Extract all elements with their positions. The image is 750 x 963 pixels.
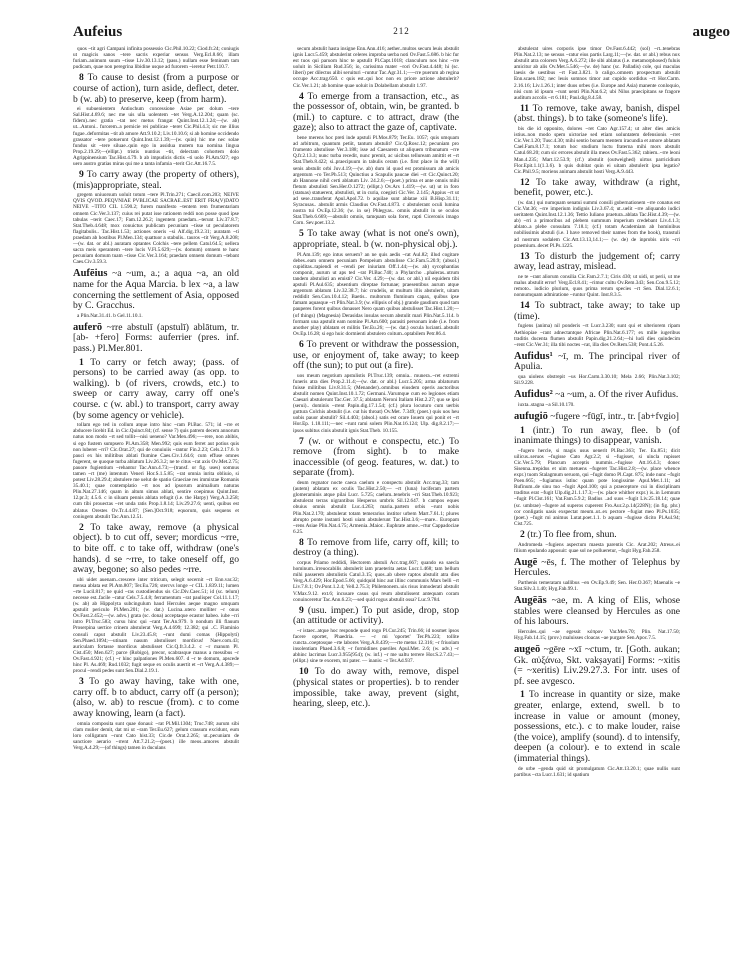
citation-block: a Plin.Nat.31.41. b Gel.11.10.1.: [77, 312, 143, 319]
sense-definition: 2 (tr.) To flee from, shun.: [520, 528, 617, 540]
citation-block: abstulerat uires corporis ipse timor Ov.Fast.6.442; (sol) ~rt..tenebras Plin.Nat.2.13; ne sensus ~ratur eius partis Larg.11;—(w. dat. or abl.) rebus nox abstulit atra colorem Verg.A.6.272; ille sibi ablatus (i.e. metamorphosed) fuluis amicitur ab alis Ov.Met.5.546;—(w. de) hanc (sc. Palladis) cole, qui maculas laesis de uestibus ~rt Fast.3.821. b caligo..omnem prospectum abstulit Enn.scaen.182; nec leuis somnos timor aut cupido sordidus ~rt Hor.Carm. 2.16.16; Liv.1.26.1; inter duos orbes (i.e. Europe and Asia) manente conloquio, nisi cum id ipsum ~runt uenti Plin.Nat.6.2; ubi Nilus praecipitans se fragore auditum accolis ~rt 6.181; Paul.dig.8.4.58.: [514, 46, 680, 101]
headword: Aufēius: [73, 268, 108, 280]
sense-definition: 12 To take away, withdraw (a right, benefit, power, etc.).: [514, 176, 680, 199]
sense-definition: 9 (usu. imper.) To put aside, drop, stop (an attitude or activity).: [293, 604, 459, 627]
entry-text: ~ēs, f. The mother of Telephus by Hercules.: [514, 556, 680, 579]
citation-block: omnia composita sunt quae donaui: ~rat Pl.Mil.1304; Truc.748; aurum sibi clam mulier demit, dat mi ut ~ram Ter.Eu.627; gelum crassum excidunt, eum loro colligatum ~runt Cato hist.33; Cic.de Orat.2.265; ut..pecuniam de sanctiore aerario ~rrent Att.7.21.2;—(poet.) ille meos..amores abstulit Verg.A.4.29;—(of things) tamen in duculans: [73, 720, 239, 751]
sense-definition: 10 To do away with, remove, dispel (physical states or properties). b to render impossible, take away, prevent (sight, hearing, sleep, etc.).: [293, 666, 459, 710]
citation-block: uos meum negotium apstulistis Pl.Truc.139; omnia.. munera..~ret extremi funeris atra dies Prop.2.11.4;—(w. dat. or abl.) Lucr.5.205; arma ablaturum fuisse militibus Liv.8.31.5; (Menander)..omnibus eiusdem operis auctoribus abstulit nomen Quint.Inst.10.1.72; Germani..Varumque cum eo legiones etiam Caesari abstulerunt Tac.Ger. 37.5; ablatam Neroni Italiam Hist.2.27; quo se ipsi (serui).. dominis ~rrent Papin.dig.17.1.54; (cf.) plura locuturo cum uerbis guttura Colchis abstulit (i.e. cut his throat) Ov.Met. 7.349; (poet.) quis uos heu uobis pauor abstulit? Sil.4.403; (absol.) satis est orare Iouem qui ponit et ~rt Hor.Ep. 1.18.111;—nec ~runt rami solem Plin.Nat.16.124; Ulp. dig.8.2.17;—ipsos subitus cinis abstulit ignis Stat.Theb. 10.155.: [293, 372, 459, 434]
entry-text: ~fugere ~fūgī, intr., tr. [ab+fvgio]: [547, 410, 679, 422]
citation-block: de urbe ~genda quid sit promulgatum Cic.Att.13.20.1; quae nullis sunt partibus ~cta Lucr.1.631; id spatium: [514, 765, 680, 778]
entry-text: ~rre abstulī (apstulī) ablātum, tr. [ab- +fero] Forms: auferrier (pres. inf. pass.) Pl.Mer.801.: [73, 321, 239, 355]
headword: aufugiō: [514, 410, 548, 422]
citation-block: deum regnator nocte caeca caelum e conspectu abstulit Acc.trag.33; tam (autem) ablatam ex oculis Tac.Hist.2.50;— ~rt (luna) luciferam partem glomeraminis atque pilai Lucr. 5.725; caelum..tenebris ~rri Stat.Theb.10.923; abstulerat terras nigrantibus Hesperus umbris Sil.12.647. b campos eques obuius omnis abstulit Luc.4.263; maria..partem orbis ~runt nobis Plin.Nat.2.170; abstulerat totam temerarius institor urbem Mart.7.61.1; plures abrupto ponte instanti hosti uiam abstulerunt Tac.Hist.3.6;—mare.. Europam ~rens Asiae Plin.Nat.4.75; Armenia..Maior.. Euphrate amne..~rtur Cappadociae 6.25.: [293, 480, 459, 535]
dictionary-entry: [514, 412, 680, 423]
sense-definition: 1 To carry or fetch away; (pass. of persons) to be carried away (as opp. to walking). b (of rivers, crowds, etc.) to sweep or carry away, carry off one's course. c (w. abl.) to transport, carry away (by some agency or vehicle).: [73, 356, 239, 421]
column-right: [514, 46, 680, 780]
column-left: [73, 46, 239, 753]
citation-block: fugiens (anima) nil ponderis ~rt Lucr.3.230; sunt qui et ulteriorem ripam Aethiopiae ~rant adnectantque Africae Plin.Nat.6.177; ex mille iugeribus traditis ducenta flumen abstulit Papin.dig.21.2.64;—hi ludi dies quindecim ~rent Cic.Ver.31; illa tibi noctes ~rat, illa dies Ov.Rem.538; Pont.4.5.26.: [514, 323, 680, 348]
sense-number: 1: [520, 689, 529, 701]
headword: Augēās: [514, 595, 547, 607]
citation-block: Hercules..qui ~ae egessit κόπρον Var.Men.70; Plin. Nat.17.50; Hyg.Fab.14.15; (prov.) maluisses cloacas ~ae purgare Sen.Apoc.7.5.: [514, 628, 680, 641]
citation-block: bis die id opponito, dolores ~ret Cato Agr.157.4; ut alter dies amicis istius..non modo spem uictoriae sed etiam uoluntatem defensionis ~rret Cic.Ver.1.20; Tusc.4.30; mihi sentio bonam mentem iracundia et amore ablatam Cael.Fam.8.17.1; totum hoc studium luctu fraterna mihi mors abstulit Catul.68.20; cum sic errores abstulit illa meos Ov.Fast.5.362; rabiem..~rre leoni Man.4.235; Mart.12.53.9; (cf.) abstulit (outweighed) uirtus parricidium Flor.Epit.1.1(1.3.6). b quis dubitat quin ei uitam abstulerit ipsa legatio? Cic.Phil.9.5; moriens animam abstulit hosti Verg.A.9.443.: [514, 126, 680, 175]
citation-block: qua uiolens obstrepit ~us Hor.Carm.3.30.10; Mela 2.66; Plin.Nat.3.102; Sil.9.228.: [514, 374, 680, 387]
sense-number: 9: [79, 169, 87, 181]
left-guide-word: Aufeius: [73, 24, 123, 40]
citation-block: secum abstulit hasta insigne Enn.Ann.416; aether..multos secum leuis abstulit ignis Lucr.5.459; abstulerint celeres improba uerba noti Ov.Fast.5.686. b hic fur est tuos qui paruom hinc te apstulit Pl.Capt.1018; clanculum nos hinc ~rre uoluit in Siciliam Rud.356; io, carissima mater ~rori Ov.Fast.4.448; hi (sc. liberi) per dilectus alibi seruituri ~runtur Tac.Agr.31.1;—~rre puerum ab regina occupe Acc.trag.650. c quis est..qui hoc non ex priore actione abstulerit? Cic.Ver.1.21; ab homine quae uoluit in Dolabellam abstulit 1.97.: [293, 46, 459, 89]
headword: Aufidus¹: [514, 350, 553, 362]
citation-block: Andromeda ~fugiens aspectum maesta parentis Cic. Arat.202; Atreus..ei filium epulando apposuit: quae sol ne pollueretur, ~fugit Hyg.Fab.258.: [514, 541, 680, 554]
sense-number: 9: [299, 604, 308, 616]
dictionary-entry: [514, 596, 680, 628]
sense-number: 2: [79, 521, 91, 533]
sense-definition: 5 To take away (what is not one's own), appropriate, steal. b (w. non-physical obj.).: [293, 228, 459, 251]
citation-block: (w. dat.) qui numquam senatui summi consili gubernationem ~rre conatus est Cic.Vat.36; ~rre imperium indignis Liv.3.67.4; ut..uelit ~rre aliquando iudici ueritatem Quint.Inst.12.1.36; Tettio Iuliano praetura..ablata Tac.Hist.4.39;—(w. ab) ~rri a primoribus ad plebem summum imperium credebant Liv.4.1.3; ablato..a plebe consulatu 7.18.1; (cf.) totam Academiam ab hominibus nobilissimis abstuli (i.e. I have removed their names from the book), transtuli ad nostrum sodalem Cic.Att.13.13,14.1;— (w. de) de inprobis uiris ~rri praemium..decet Pl.Ps.1225.: [514, 199, 680, 249]
sense-definition: 14 To subtract, take away; to take up (time).: [514, 300, 680, 322]
dictionary-entry: [73, 323, 239, 355]
sense-number: 6: [299, 338, 307, 350]
sense-definition: 1 (intr.) To run away, flee. b (of inanimate things) to disappear, vanish.: [514, 424, 680, 447]
headword: augeō: [514, 644, 541, 656]
entry-text: ~ae, m. A king of Elis, whose stables were cleansed by Hercules as one of his labours.: [514, 595, 680, 628]
sense-number: 7: [299, 435, 309, 447]
headword: Augē: [514, 556, 538, 568]
sense-definition: 6 To prevent or withdraw the possession, use, or enjoyment of, take away; to keep off (the sun); to put out (a fire).: [293, 338, 459, 372]
sense-definition: 8 To remove from life, carry off, kill; to destroy (a thing).: [293, 536, 459, 559]
sense-number: 1: [520, 424, 533, 436]
right-guide-word: augeo: [692, 24, 730, 40]
entry-text: ~gēre ~xī ~ctum, tr. [Goth. aukan; Gk. αὐξάνω, Skt. vakṣayati] Forms: ~xitis (= ~xeritis) Liv.29.27.3. For intr. uses of pf. see avgesco.: [514, 644, 680, 687]
sense-number: 8: [299, 536, 308, 548]
entry-text: ~a ~um, a.; a aqua ~a, an old name for the Aqua Marcia. b lex ~a, a law concerning the settlement of Asia, opposed by C. Gracchus.: [73, 268, 239, 312]
dictionary-entry: [514, 352, 680, 373]
citation-block: ~fugero hercle, si magis usus uenerit Pl.Bac.363; Ter. Eu.851; dicit uilicus..seruos ~fugisse Cato Agr.2.2; si ~fugisset, si uincla rupisset Cic.Ver.5.79; Plancum acceptis nummis..~fugisse Att.16.4.3; donec Sisenna..trepidus et uim metuens ~fugeret Tac.Hist.2.8;—(w. place whence expr.) tuom Stalagmum seruom, qui ~fugit domo Pl.Capt. 875; inde nunc ~fugit Poen.665; ~fugiamus istinc quam pote longissime Apul.Met.1.11; ad Rufinum..de sinu tuo ~fugit Apol.100; qui a praeceptore cui in disciplinam traditus erat ~fugit Ulp.dig.21.1.17.3;—(w. place whither expr.) is..in Lemnum ~fugit Pl.Cist.161; Vat.Fam.5.9.2; Badius ..ad suos ~fugit Liv.25.18.14; quae (sc. umbrae) ~fugere ad superos cuperent Fro.Aur.2.p.14(228N); (in fig. phr.) cor conligatis uasis exspectat meum..ut..ex pectore ~fugiat meo Pl.Ps.1035; (poet.) ~fugit mi animus Lutat.poet.1.1. b aquam ~fugisse dicito Pl.Aul.94; Cist.725.: [514, 447, 680, 527]
sense-definition: 1 To increase in quantity or size, make greater, enlarge, extend, swell. b to increase in value or amount (money, possessions, etc.). c to make louder, raise (the voice), amplify (sound). d to intensify, deepen (a colour). e to extend in scale (immaterial things).: [514, 689, 680, 764]
citation-block: corpus Priamo reddidi, Hectorem abstuli Acc.trag.667; quando ea saecla hominum..irreuocabilis abstulerit iam praeterita aetas Lucr.1.468; tam bellum mihi passerem abstulistis Catul.3.15; quos..ab ubere raptos abstulit atra dies Verg.A.6.429; Hor.Epod.5.66; quidquid hinc aut illinc communis Mars belli ~rt Liv.7.8.1; Ov.Pont.1.2.4; Vell.2.75.3; Philemonem..uis risus inmoderati abstulit V.Max.9.12. ext.6; incusare casus qui reum abstulissent antequam coram conuinceretur Tac.Ann.6.23;—sed quid rogus abstulit ossa? Luc.9.784.: [293, 560, 459, 603]
sense-number: 12: [520, 176, 536, 188]
citation-block: bene merens hoc preti inde apstuli Pl.Mos.879; Ter.Eu. 1057; quis umquam ad arbitrum, quantum petiit, tantum abstulit? Cic.Q.Rosc.12; pecuniam pro frumento abstulisse Ver.3.188; isse ad Caesarem ut aliquem tribunatum ~rre Q.fr.2.13.3; nunc turba recedit, nunc premit, ac uicibus telluream amittit et ~rt Stat.Theb.8.422; si..praecipuum in tabulis ceram (i.e. first place in the will) senis abstulit orbi Juv.4.19;—(w. ab) dum id quod est promissum ab amicis argentum ~ro Ter.Ph.513; Quinctius a Scapulis paucae diei ~rt Cic.Quinct.20; ab Hannone nihil certi ablatum Liv. 24.2.6;—(poet.) prima et ante omnis mihi fletum abstulisti Sen.Her.O.1272; (ellipt.) Ov.Ars 1.419;—(w. ut) ut in foro (statuas) statuerent, abstulisti, ut in curia, coegisti Cic.Ver. 2.145; Appius ~rt ut ad sese..transferat Apul.Apol.72. b aquilae sunt ablatae xiii B.Hisp.31.11; Syracusas.. abstulit armis Claudius Ov.Fast.4.873. c abstulerant oculi lumina nostra tui Ov.Ep.12.36; (w. in se) Phlegyas.. omnis abstulit in se oculos Stat.Theb.6.669;—abstulit omnis, tamquam sola foret, rapti Ciceronis imago Corn. Sev.poet.13.2.: [293, 135, 459, 227]
dictionary-entry: [514, 645, 680, 687]
entry-text: ~a ~um, a. Of the river Aufidus.: [552, 389, 679, 401]
sense-number: 1: [79, 356, 91, 368]
page-number: 212: [393, 26, 410, 36]
sense-definition: 13 To disturb the judgement of; carry away, lead astray, mislead.: [514, 250, 680, 273]
sense-number: 11: [520, 102, 533, 114]
column-middle: [293, 46, 459, 711]
sense-definition: 9 To carry away (the property of others), (mis)appropriate, steal.: [73, 169, 239, 191]
sense-definition: 11 To remove, take away, banish, dispel (abst. things). b to take (someone's life).: [514, 102, 680, 125]
sense-number: 4: [299, 90, 308, 102]
sense-number: 3: [79, 676, 90, 688]
dictionary-entry: [514, 390, 680, 401]
sense-number: 10: [299, 666, 315, 678]
sense-number: 13: [520, 250, 535, 262]
running-head: [73, 24, 730, 40]
citation-block: tollam ego ted in collum atque intro hinc ~ram Pl.Bac. 571; id ~rre et abducere licebit Ed. in Cic.Quinct.84; (cf. sense 7) quis patrem decem annorum natus non modo ~rt sed tollit—nisi ueneno? Var.Men.496;—~rere, non abibis, si ego fustem sumpsero Pl.Am.358; Men.992; quis eum ferret aut potius quis non luberet ~rri? Cic.Orat.27; qui de conuiuiis ~rantur Fin.2.23; Cels.2.17.6. b pauci ex his militibus ablati flumine Caes.Civ.1.64.6; cum effuse omnes fugerent, se quoque turba ablatum Liv.26.3.2; ne te citus ~rat axis Ov.Met.2.75; pauore fugientium ~rehantur Tac.Ann.4.73;—(transf. or fig. uses) somnus tamen ~rt (me) intentum Veneri Hor.S.1.5.85; ~rat omnia inrita obliuio, si potest Liv.28.29.4; abstulere me uelut de spatio Graeciae res immixtae Romanis 35.40.1; quae contemplatio ~rt nos ad ipsorum animalium naturas Plin.Nat.27.146; quam in altum simus ablati, sentire coepimus Quint.Inst. 12.pr.3; 4.5.6. c in siluam pennis ablata refugit (i.e. the Harpy) Verg.A.3.258; cum tibi prouectas ~ret unda ratis Prop.1.8.14; Liv.29.27.6; uenti, quibus est ablatus Orestes Ov.Tr.4.4.87; [Sen.]Oct.918; equorum, quis sequens et coniugem abstulit Tac.Ann.12.51.: [73, 422, 239, 520]
dictionary-entry: [73, 269, 239, 311]
sense-definition: 7 (w. or without e conspectu, etc.) To remove (from sight). b to make inaccessible (of geog. features, w. dat.) to separate (from).: [293, 435, 460, 479]
citation-block: ne te ~rant aliorum consilia Cic.Fam.2.7.1; Ciris 430; ut uidi, ut perii, ut me malus abstulit error! Verg.Ecl.8.41; ~rimur cultu Ov.Rem.343; Sen.Con.9.5.12; remoto.. iudicio plurium, quos prima rerum species ~rt Sen. Dial.12.6.1; nonnumquam admiratione ~runtur Quint. Inst.8.3.5.: [514, 273, 680, 299]
dictionary-entry: [514, 558, 680, 579]
headword: auferō: [73, 321, 103, 333]
citation-block: ei subuenientem Antiochum concessione Asiae per dolum ~tere Sal.Hist.4.69.6; nec me uis ulla uolentem ~tet Verg.A.12.204; quam (sc. fidem)..nec gratia ~tat nec metus frangat Quint.Inst.12.1.24;—(w. ab) ut...Antoni.. furorem..a pernicie rei publicae ~teret Cic.Phil.4.3; sic me illius fugae..deformitas ~tit ab amore Att.9.10.2; Liv.10.10.6; si ab homine occidendo grassator ~tere potuerunt Quint.Inst.12.1.39;—(w. quin) hic me nec solae fundus sit ~tere siluae..quin ego in assidua mutem tua nomina lingua Prop.2.19.29;—(ellipt.) tristis nuntius ~tit, delectam cohortem dolo Agrippinensium Tac.Hist.4.79. b ab impudicis dictis ~ti uolo Pl.Am.927; ego uero austro gratias miras qui me a tanta infamia ~terit Cic.Att.16.7.5.: [73, 106, 239, 167]
citation-block: ~r istaec..atque hoc responde quod rogo Pl.Cur.245; Trin.66; id nosmet ipsos facere oportet, Phaedria. — ~r mi 'oportet' Ter.Ph.223; tollite cuncta..coeptosque ~rte labores Verg.A.8.439;—~rte metus 12.316; ~r friuolam insolentiam Phaed.3.6.8; ~r formidines pueriles Apul.Met. 2.6; (w. adv.) ~r abhinc lacrimas Lucr.3.955(954); (w. inf.) ~r me ualtu terrere Hor.S.2.7.43;—(ellipt.) sine te exorem, mi pater. — inanis: ~r Ter.Ad.937.: [293, 627, 459, 665]
sense-number: 5: [299, 228, 308, 240]
sense-definition: 2 To take away, remove (a physical object). b to cut off, sever; mordicus ~rre, to bite off. c to take off, withdraw (one's hands). d se ~rre, to take oneself off, go away, begone; so also pedes ~rre.: [73, 521, 239, 576]
sense-number: 14: [520, 300, 535, 312]
sense-definition: 8 To cause to desist (from a purpose or course of action), turn aside, deflect, deter. b (w. ab) to preserve, keep (from harm).: [73, 72, 239, 105]
headword: Aufidus²: [514, 389, 553, 401]
citation-block: ubi uidet auenam..crescere inter triticum, selegit secernit ~rt Enn.var.32; mensa ablata est Pl.Am.807; Ter.Eu.726; stercvs longe ~r CIL 1.839.11; lumen ~rte Lucil.817; ne quid ~ras custodiendus sis Cic.Div.Caec.51; id (sc. telum) necesse est..facile ~ratur Cels.7.5.4.8; ferramentum ~rat paulisper Col.11.1.17; (w. ab) ab Hippolyta subcingulum haud Hercules aeque magno umquam apstulit periculo Pl.Men.201; (w. dat.) Lucina..utero molliter ~r onus Ov.Fast.2.452;—(w. advs.) grata (sc. dona) acceptaque ecastor habeo. iube ~rri intro Pl.Truc.583; cursu hinc qui ~rant Ter.An.979. b nondum illi flauum Proserpina uertice crinem abstulerat Verg.A.4.699; 12.382; qui ..C. Flaminio consuli caput abstulit Liv.23.45.8; ~runt dumi comas (Hippolyti) Sen.Phaed.1094;—utinam nasum abstulisset mordicus! Naev.com.43; auriculam fortasse mordicus abstulisset Cic.Q.fr.3.4.2. c ~r manum Pl. Cist.450; Men.627; parce (Robigo), precor, scabrasque manus a messibus ~r Ov.Fast.4.921; (cf.) ~r hinc palpationes Pl.Men.607. d ~r te domum, apscede hinc Pl. As.469; Rud.1032; fugit seque ex oculis auertit et ~rt Verg.A.4.389;—procul ~rendi pedes sunt Sen.Dial.2.19.1.: [73, 576, 239, 675]
citation-block: Parthenis temeratam uallibus ~en Ov.Ep.9.49; Sen. Her.O.367; Maenalis ~e Stat.Silv.3.1.40; Hyg.Fab.99.1.: [514, 579, 680, 592]
citation-block: iuxta..stagna ~a Sil.10.170.: [518, 401, 575, 408]
citation-block: gregem uniuorsum uoluit totum ~tere Pl.Trin.271; Caecil.com.203; NEIVE QVIS QVOD..PEQVNIAE PVBLICAE SACRAE..EST ERIT FRA(V)DATO NEIVE ~TITO CIL 1.590.2; furem manifesto ~tentem rem frumentariam omnem Cic.Ver.3.137; cuius rei putat isse rationem reddi non posse quod ipse tabulas ~terit Caec.17; Fam.12.26.2; ingentem praedam..~terunt Liv.37.8.7; Stat.Theb.4.648; mox conuictus publicam pecuniam ~tisse ut peculatorem flagitabulis.. Tac.Hist.1.53; actiones oneris ~si Alf.dig.19.2.31; auratam ~ti praedam ab hostibus Pl.Men.134; quattuor a stabulis.. tauros ~tit Verg.A.8.208;—(w. dat. or abl.) auratam optantes Colchis ~tere pellem Catul.64.5; uellera sacra meis sperantem ~tere lucis V.Fl.5.629;—(w. domum) omnem te hanc pecuniam domum tuam ~tisse Cic.Ver.3.164; praedam omnem domum ~tebant Caes.Civ.3.59.3.: [73, 192, 239, 266]
entry-text: ~ī, m. The principal river of Apulia.: [514, 350, 680, 373]
citation-block: Pl.Am.139; ego intus seruem? an ne quis aedis ~rat Aul.82; illud cogitare debes..eam omnem pecuniam Pompeium abstulisse Cic.Fam.5.20.9; (absol.) cupiditas..rapiendi et ~rendi per iniuriam Off.1.44;—(w. ab) sycophantias componit, aurum ut aps ted ~rat Pl.Bac.740; a Phylarcho ..phaleras..utrum tandem abstulisti an emisti? Cic.Ver. 4.29;—(w. dat. or abl.) nil equidem tibi apstuli Pl.Aul.635; absentium direptae fortunae; praesentibus aurum atque argentum ablatum Liv.32.38.7; hic crudelis, ut multum illis abstulerit, uitam reddidit Sen.Con.10.4.12; Baetis.. multorum fluminum capax, quibus ipse famam aquasque ~rt Plin.Nat.3.9; (w. ellipsis of obj.) grande gaudium quod tam pauperes forent quibus donasset Nero quam quibus abstulisset Tac.Hist.1.20;—(of things) (Magnesia) Derasidas insulas secum abstulit mari Plin.Nat.5.114. b formam una apstulit eam nomine Pl.Am.600; parasiti personam inde (i.e. from another play) ablatam et militis Ter.Eu.26; —(w. dat.) oscula lucianti..abstulit Ov.Ep.16.28; si ego huic dormienti abstulero coitum..optabilem Petr.86.4.: [293, 251, 459, 337]
sense-number: 2: [520, 528, 528, 540]
sense-number: 8: [79, 72, 88, 84]
sense-definition: 4 To emerge from a transaction, etc., as the possessor of, obtain, win, be granted. b (mil.) to capture. c to attract, draw (the gaze); also to attract the gaze of, captivate.: [293, 90, 459, 134]
citation-block: quos ~tit agri Campani infinita possessio Cic.Phil.10.22; Ciod.fr.24; coniugis ut magicis sanos ~tere sacris experiar sensus Verg.Ecl.8.66; illam furiam..animum suum ~tisse Liv.30.13.12; (pass.) nullam esse feminam tam pudicam, quae non peregrina libidine usque ad furorem ~ieretur Petr.110.7.: [73, 46, 239, 71]
sense-definition: 3 To go away having, take with one, carry off. b to abduct, carry off (a person); (also, w. ab) to rescue (from). c to come away knowing, learn (a fact).: [73, 676, 239, 719]
